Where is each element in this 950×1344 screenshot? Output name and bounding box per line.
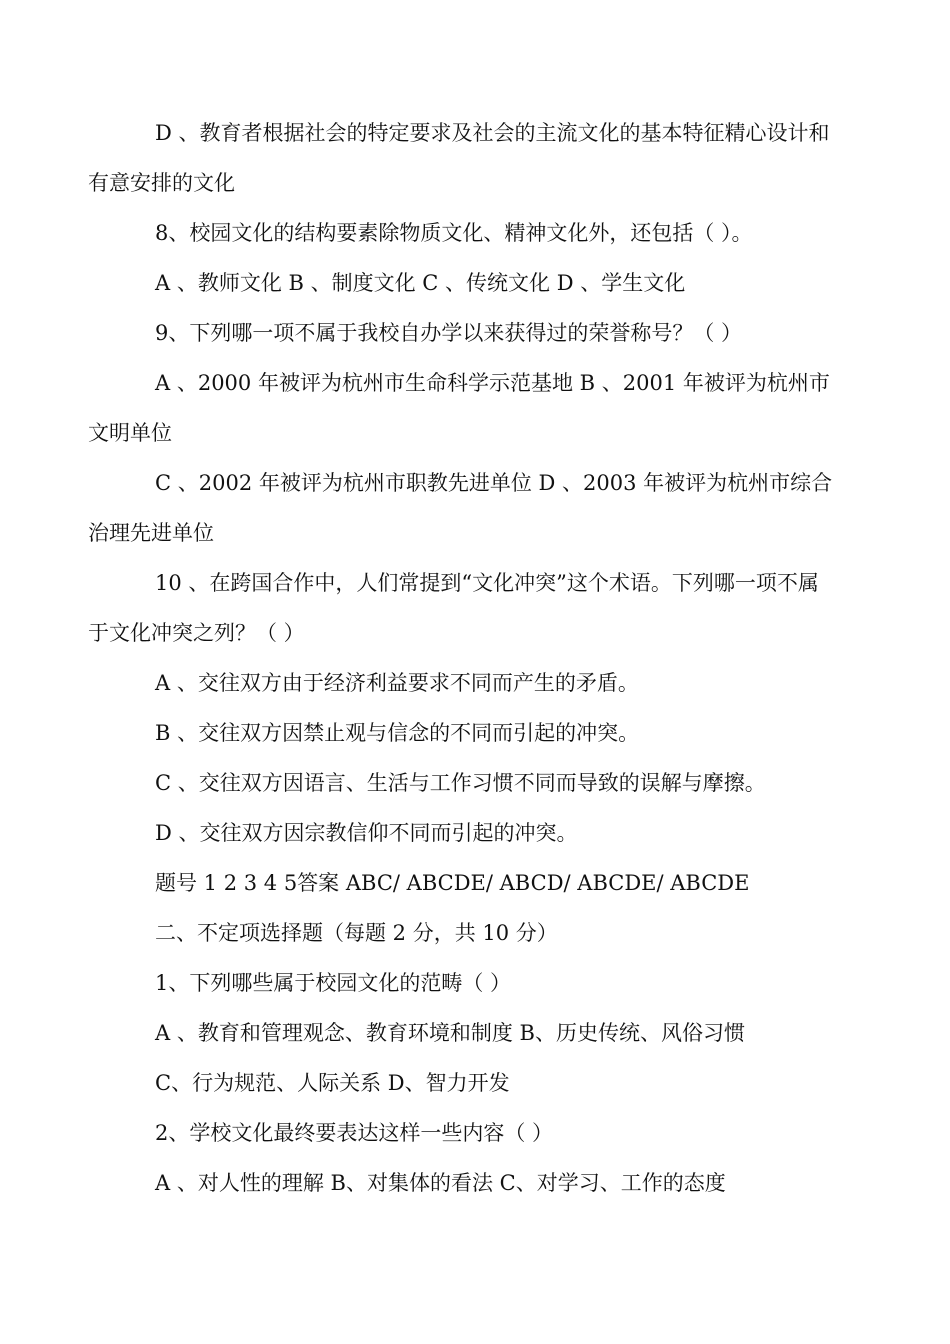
answer-key-line: 题号 1 2 3 4 5答案 ABC/ ABCDE/ ABCD/ ABCDE/ ABCDE: [155, 871, 750, 895]
option-line: C、行为规范、人际关系 D、智力开发: [155, 1071, 510, 1095]
text-line: 有意安排的文化: [88, 171, 235, 195]
option-line: C 、交往双方因语言、生活与工作习惯不同而导致的误解与摩擦。: [155, 771, 766, 795]
option-line: A 、对人性的理解 B、对集体的看法 C、对学习、工作的态度: [155, 1171, 726, 1195]
question-line: 9、下列哪一项不属于我校自办学以来获得过的荣誉称号？（ ）: [155, 321, 743, 345]
option-line: B 、交往双方因禁止观与信念的不同而引起的冲突。: [155, 721, 640, 745]
option-line: A 、教育和管理观念、教育环境和制度 B、历史传统、风俗习惯: [155, 1021, 745, 1045]
question-line: 8、校园文化的结构要素除物质文化、精神文化外，还包括（ ）。: [155, 221, 753, 245]
option-line: D 、交往双方因宗教信仰不同而引起的冲突。: [155, 821, 578, 845]
option-line: A 、教师文化 B 、制度文化 C 、传统文化 D 、学生文化: [155, 271, 686, 295]
option-line: 治理先进单位: [88, 521, 214, 545]
question-line: 2、学校文化最终要表达这样一些内容（ ）: [155, 1121, 554, 1145]
option-line: A 、2000 年被评为杭州市生命科学示范基地 B 、2001 年被评为杭州市: [155, 371, 830, 395]
section-heading: 二、不定项选择题（每题 2 分，共 10 分）: [155, 921, 558, 945]
question-line: 于文化冲突之列？（ ）: [88, 621, 305, 645]
option-line: C 、2002 年被评为杭州市职教先进单位 D 、2003 年被评为杭州市综合: [155, 471, 833, 495]
text-line: D 、教育者根据社会的特定要求及社会的主流文化的基本特征精心设计和: [155, 121, 830, 145]
option-line: A 、交往双方由于经济利益要求不同而产生的矛盾。: [155, 671, 639, 695]
question-line: 1、下列哪些属于校园文化的范畴（ ）: [155, 971, 512, 995]
question-line: 10 、在跨国合作中，人们常提到“文化冲突”这个术语。下列哪一项不属: [155, 571, 819, 595]
option-line: 文明单位: [88, 421, 172, 445]
